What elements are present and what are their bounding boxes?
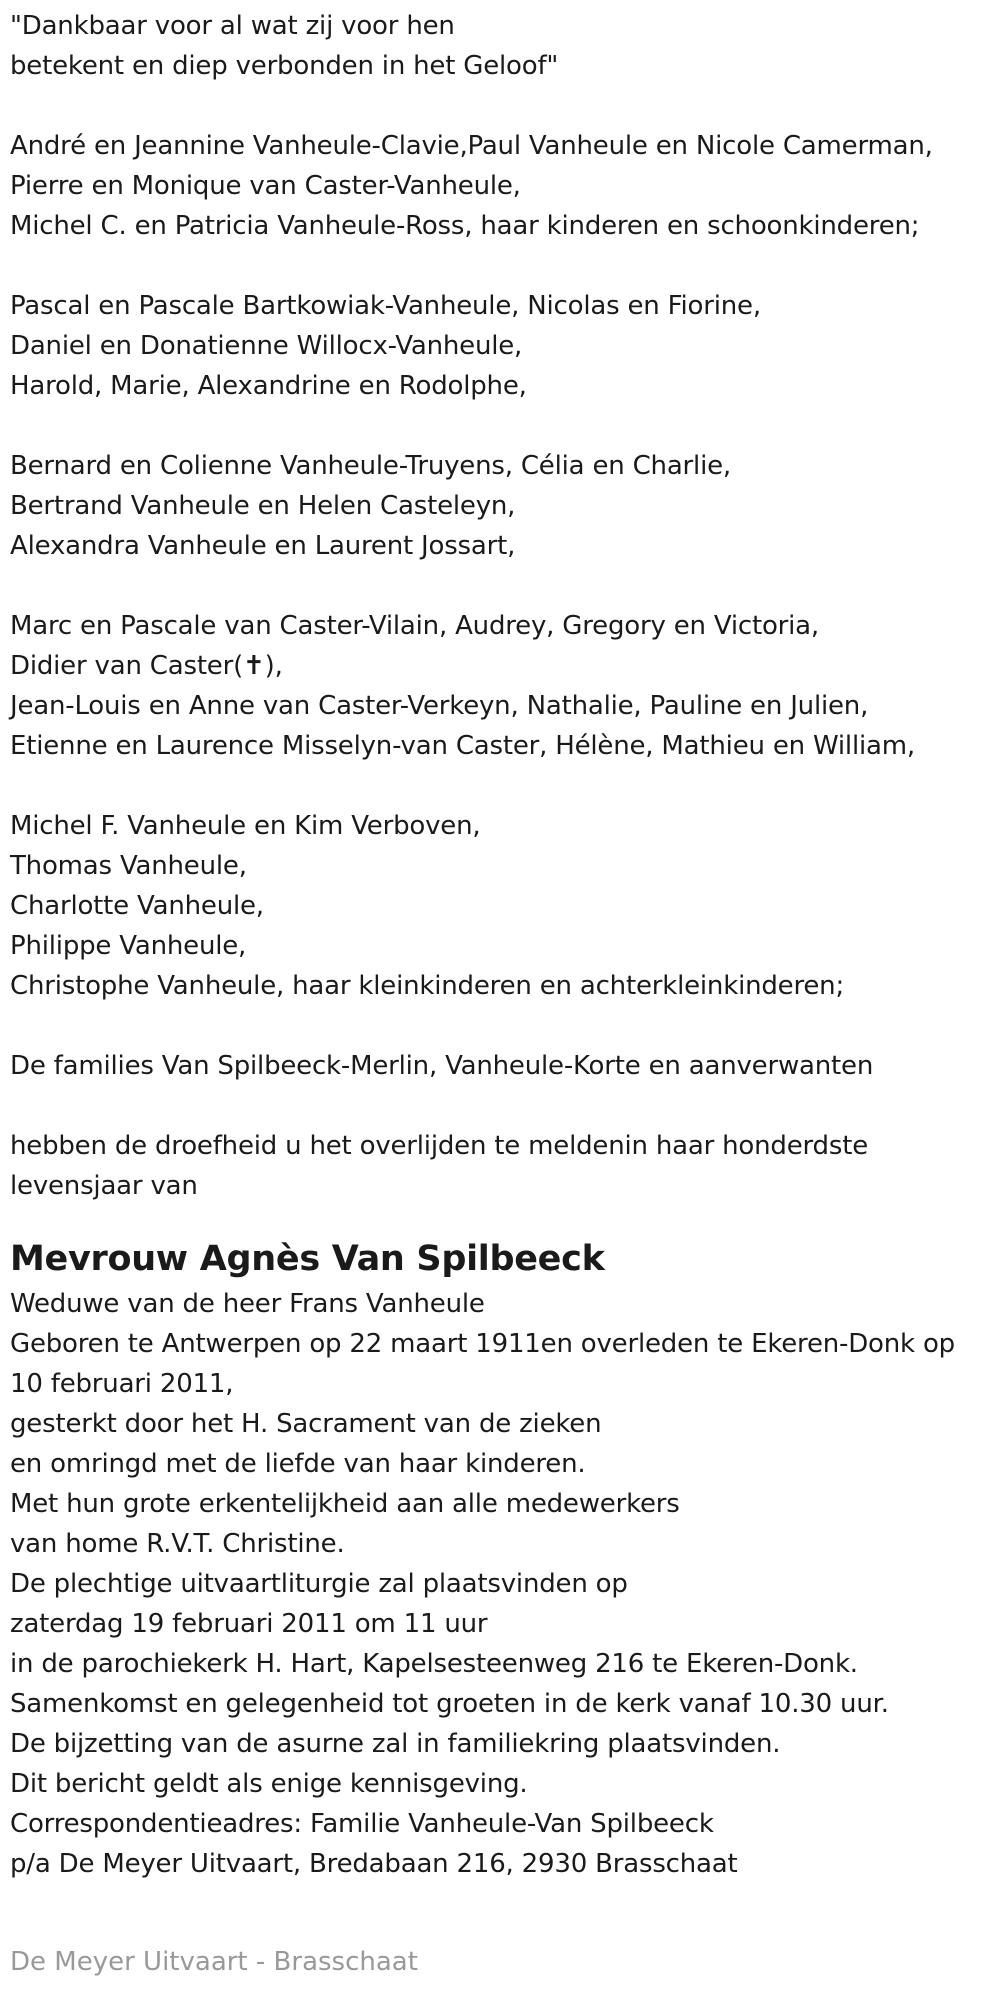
- detail-line: in de parochiekerk H. Hart, Kapelsesteenweg 216 te Ekeren-Donk.: [10, 1649, 858, 1679]
- detail-line: Met hun grote erkentelijkheid aan alle medewerkers: [10, 1489, 680, 1519]
- family-line: Alexandra Vanheule en Laurent Jossart,: [10, 531, 516, 561]
- family-line: Jean-Louis en Anne van Caster-Verkeyn, Nathalie, Pauline en Julien,: [10, 691, 869, 721]
- funeral-home-footer: De Meyer Uitvaart - Brasschaat: [10, 1947, 418, 1977]
- family-line: Bernard en Colienne Vanheule-Truyens, Célia en Charlie,: [10, 451, 731, 481]
- family-line: Thomas Vanheule,: [10, 851, 247, 881]
- family-line: Didier van Caster(✝),: [10, 651, 283, 681]
- spacer: [10, 766, 995, 806]
- detail-line: Correspondentieadres: Familie Vanheule-Van Spilbeeck: [10, 1809, 714, 1839]
- family-line: Harold, Marie, Alexandrine en Rodolphe,: [10, 371, 527, 401]
- spacer: [10, 406, 995, 446]
- obituary-document: [10, 6, 995, 1884]
- detail-line: De plechtige uitvaartliturgie zal plaatsvinden op: [10, 1569, 628, 1599]
- deceased-name-heading: Mevrouw Agnès Van Spilbeeck: [10, 1239, 605, 1279]
- family-line: De families Van Spilbeeck-Merlin, Vanheule-Korte en aanverwanten: [10, 1051, 874, 1081]
- family-group-grandchildren-1: [10, 286, 995, 406]
- announcement-line: levensjaar van: [10, 1171, 198, 1201]
- detail-line: De bijzetting van de asurne zal in familiekring plaatsvinden.: [10, 1729, 781, 1759]
- detail-line: 10 februari 2011,: [10, 1369, 234, 1399]
- family-line: Michel C. en Patricia Vanheule-Ross, haar kinderen en schoonkinderen;: [10, 211, 920, 241]
- family-group-children: [10, 126, 995, 246]
- family-line: Pascal en Pascale Bartkowiak-Vanheule, Nicolas en Fiorine,: [10, 291, 761, 321]
- family-group-grandchildren-4: [10, 806, 995, 1006]
- announcement-intro: [10, 1126, 995, 1206]
- family-line: Michel F. Vanheule en Kim Verboven,: [10, 811, 481, 841]
- family-line: Marc en Pascale van Caster-Vilain, Audrey, Gregory en Victoria,: [10, 611, 819, 641]
- family-line: André en Jeannine Vanheule-Clavie,Paul Vanheule en Nicole Camerman,: [10, 131, 933, 161]
- family-line: Etienne en Laurence Misselyn-van Caster, Hélène, Mathieu en William,: [10, 731, 915, 761]
- spacer: [10, 566, 995, 606]
- detail-line: Dit bericht geldt als enige kennisgeving.: [10, 1769, 528, 1799]
- family-group-grandchildren-3: [10, 606, 995, 766]
- family-group-relatives: [10, 1046, 995, 1086]
- family-line: Bertrand Vanheule en Helen Casteleyn,: [10, 491, 516, 521]
- detail-line: gesterkt door het H. Sacrament van de zieken: [10, 1409, 602, 1439]
- family-line: Philippe Vanheule,: [10, 931, 247, 961]
- detail-line: p/a De Meyer Uitvaart, Bredabaan 216, 2930 Brasschaat: [10, 1849, 738, 1879]
- quote-block: [10, 6, 995, 86]
- spacer: [10, 246, 995, 286]
- announcement-line: hebben de droefheid u het overlijden te meldenin haar honderdste: [10, 1131, 868, 1161]
- spacer: [10, 1006, 995, 1046]
- detail-line: Geboren te Antwerpen op 22 maart 1911en overleden te Ekeren-Donk op: [10, 1329, 955, 1359]
- family-line: Daniel en Donatienne Willocx-Vanheule,: [10, 331, 523, 361]
- family-group-grandchildren-2: [10, 446, 995, 566]
- details-block: [10, 1284, 995, 1884]
- quote-line: betekent en diep verbonden in het Geloof": [10, 51, 559, 81]
- quote-line: "Dankbaar voor al wat zij voor hen: [10, 11, 455, 41]
- family-line: Christophe Vanheule, haar kleinkinderen en achterkleinkinderen;: [10, 971, 845, 1001]
- detail-line: en omringd met de liefde van haar kinderen.: [10, 1449, 586, 1479]
- family-line: Charlotte Vanheule,: [10, 891, 264, 921]
- spacer: [10, 86, 995, 126]
- detail-line: Weduwe van de heer Frans Vanheule: [10, 1289, 485, 1319]
- detail-line: zaterdag 19 februari 2011 om 11 uur: [10, 1609, 488, 1639]
- family-line: Pierre en Monique van Caster-Vanheule,: [10, 171, 521, 201]
- detail-line: Samenkomst en gelegenheid tot groeten in de kerk vanaf 10.30 uur.: [10, 1689, 889, 1719]
- spacer: [10, 1086, 995, 1126]
- detail-line: van home R.V.T. Christine.: [10, 1529, 345, 1559]
